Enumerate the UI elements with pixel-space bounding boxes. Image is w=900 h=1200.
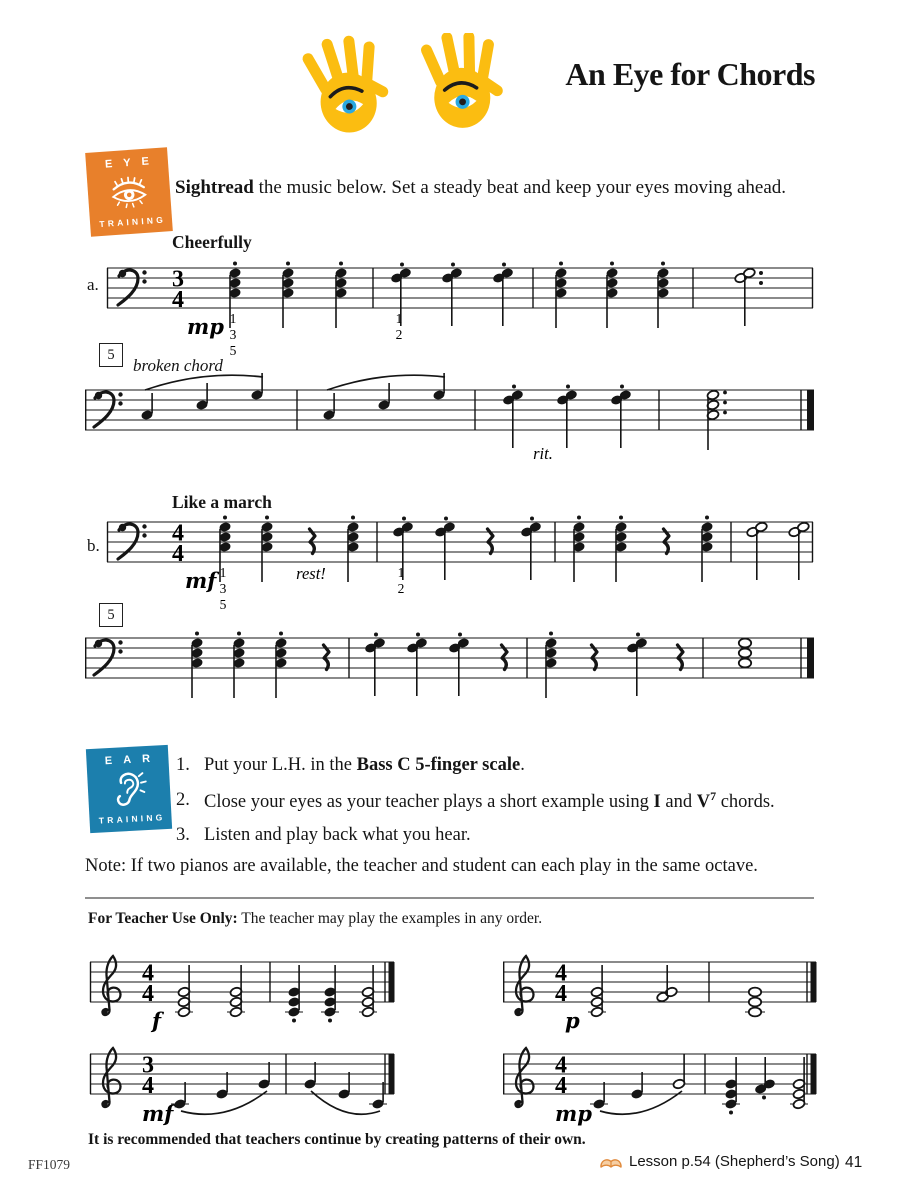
measure-3 (554, 262, 693, 329)
time-signature-bottom: 4 (555, 981, 567, 1007)
measure-5 (190, 632, 349, 699)
exercise-a-staff-line-1 (105, 254, 817, 360)
badge-word: EYE (104, 154, 161, 171)
dynamic-mark: mf (185, 568, 217, 593)
time-signature-top: 4 (172, 520, 184, 547)
svg-text:3: 3 (229, 327, 237, 342)
exercise-b-staff-line-1 (105, 498, 817, 614)
dynamic-mark: f (152, 1008, 162, 1033)
left-hand (298, 33, 396, 139)
ear-training-step-2 (176, 789, 856, 813)
badge-word: EAR (104, 752, 162, 768)
step-text: Put your L.H. in the Bass C 5-finger scale. (204, 755, 525, 775)
teacher-example-3 (88, 1042, 398, 1130)
measure-2 (722, 1057, 808, 1115)
measure-7 (502, 385, 659, 449)
step-number: 3. (176, 825, 190, 845)
measure-5-broken-chord (140, 373, 297, 430)
time-signature-bottom: 4 (555, 1073, 567, 1099)
measure-1 (228, 262, 373, 329)
ear-training-badge (86, 745, 172, 833)
measure-6-broken-chord (322, 373, 475, 430)
dynamic-mark: mf (142, 1101, 174, 1126)
fingering-12 (396, 311, 403, 342)
svg-text:1: 1 (229, 311, 237, 326)
exercise-b-label: b. (87, 536, 100, 555)
svg-text:1: 1 (219, 565, 227, 580)
lesson-link-text: Lesson p.54 (Shepherd’s Song) (629, 1153, 840, 1170)
measure-2 (745, 988, 765, 1017)
measure-4 (746, 521, 812, 580)
page-title: An Eye for Chords (565, 56, 815, 92)
step-number: 1. (176, 755, 190, 775)
staff-lines (85, 390, 814, 430)
heading-text: The teacher may play the examples in any order. (237, 910, 543, 927)
time-signature-top: 4 (555, 1052, 567, 1079)
hands-with-eyes-illustration (297, 33, 509, 139)
badge-training-label: TRAINING (98, 812, 166, 826)
dynamic-mark: p (565, 1008, 580, 1033)
ear-training-step-3 (176, 824, 836, 846)
broken-chord-label: broken chord (133, 356, 223, 375)
time-signature-bottom: 4 (142, 1073, 154, 1099)
page-number: 41 (845, 1154, 863, 1171)
svg-text:1: 1 (395, 311, 403, 326)
staff-lines (90, 962, 394, 1002)
time-signature-bottom: 4 (142, 981, 154, 1007)
measure-8 (739, 639, 751, 668)
measure-1 (175, 962, 270, 1018)
svg-text:2: 2 (395, 327, 403, 342)
lesson-reference (600, 1153, 840, 1170)
rit-marking: rit. (533, 444, 553, 463)
fingering-12 (398, 565, 405, 596)
dynamic-mark: mp (187, 314, 224, 339)
open-book-icon (600, 1154, 622, 1169)
measure-1 (588, 962, 709, 1018)
fingering-135 (230, 311, 237, 358)
sightread-instruction (175, 177, 815, 199)
teacher-section-heading (88, 910, 808, 928)
measure-4 (734, 267, 812, 326)
svg-text:1: 1 (397, 565, 405, 580)
teacher-example-1 (88, 950, 398, 1038)
catalog-number: FF1079 (28, 1157, 71, 1172)
badge-training-label: TRAINING (99, 214, 167, 230)
time-signature-top: 4 (555, 960, 567, 987)
section-divider (85, 897, 814, 899)
step-text: Close your eyes as your teacher plays a short example using I and $V^7$ chords. (204, 789, 775, 813)
step-text: Listen and play back what you hear. (204, 825, 471, 845)
step-number: 2. (176, 790, 190, 810)
ear-training-step-1 (176, 754, 836, 776)
ear-training-icon (107, 770, 151, 810)
exercise-a-label: a. (87, 275, 99, 294)
measure-2 (390, 263, 533, 327)
fingering-135 (220, 565, 227, 612)
teacher-example-4 (503, 1042, 818, 1130)
svg-text:2: 2 (397, 581, 405, 596)
dynamic-mark: mp (555, 1101, 592, 1126)
measure-2 (303, 1062, 387, 1114)
instruction-text: the music below. Set a steady beat and keep your eyes moving ahead. (253, 177, 787, 198)
time-signature-top: 4 (142, 960, 154, 987)
time-signature-bottom: 4 (172, 541, 184, 567)
exercise-a-staff-line-2 (85, 366, 815, 468)
svg-text:3: 3 (219, 581, 227, 596)
teacher-example-2 (503, 950, 818, 1038)
exercise-b-staff-line-2 (85, 628, 815, 712)
time-signature-bottom: 4 (172, 287, 184, 313)
measure-number-box-a: 5 (99, 343, 123, 367)
eye-training-icon (105, 174, 153, 211)
time-signature-top: 3 (172, 266, 184, 293)
measure-6 (364, 633, 527, 697)
measure-2 (285, 965, 377, 1023)
rest-label: rest! (296, 564, 326, 583)
svg-text:5: 5 (219, 597, 227, 612)
pianos-note: Note: If two pianos are available, the teacher and student can each play in the same octave. (85, 856, 758, 876)
teacher-closing-note: It is recommended that teachers continue by creating patterns of their own. (88, 1131, 586, 1148)
svg-text:5: 5 (229, 343, 237, 358)
measure-2 (392, 517, 555, 581)
tempo-marking-b: Like a march (172, 492, 272, 512)
time-signature-top: 3 (142, 1052, 154, 1079)
measure-3 (572, 516, 731, 583)
heading-bold: For Teacher Use Only: (88, 910, 238, 927)
tempo-marking-a: Cheerfully (172, 232, 252, 252)
measure-number-box-b: 5 (99, 603, 123, 627)
instruction-bold: Sightread (175, 177, 254, 198)
measure-7 (544, 632, 703, 699)
eye-training-badge (85, 147, 173, 237)
